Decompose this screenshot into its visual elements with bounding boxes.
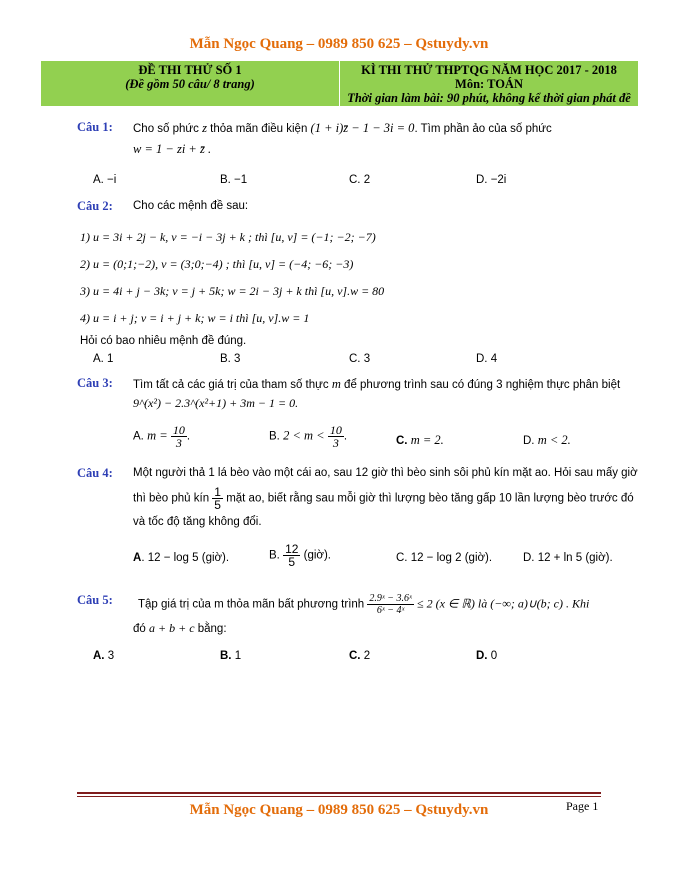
q5-text-b: ≤ 2 (x ∈ ℝ) là (−∞; a)∪(b; c) . Khi (417, 596, 590, 611)
q3-option-a-num: 10 (172, 423, 185, 437)
q1-condition: (1 + i)z̄ − 1 − 3i = 0 (310, 121, 415, 135)
q3-option-b-m: 2 < m < (283, 428, 325, 443)
q3-option-b-fraction (328, 424, 344, 449)
q5-fraction (367, 593, 413, 616)
header-brand: Mẫn Ngọc Quang – 0989 850 625 – Qstuydy.vn (189, 36, 489, 52)
exam-time: Thời gian làm bài: 90 phút, không kể thời gian phát đề (347, 91, 631, 105)
q4-line-2b: mặt ao, biết rằng sau mỗi giờ thì lượng bèo tăng gấp 10 lần lượng bèo trước đó (226, 492, 634, 505)
q5-option-a-letter: A. (93, 650, 105, 662)
q4-line-1: Một người thả 1 lá bèo vào một cái ao, sau 12 giờ thì bèo sinh sôi phủ kín mặt ao. Hỏi sau mấy giờ (133, 467, 638, 479)
q3-text (133, 377, 620, 392)
q4-fraction (212, 486, 223, 511)
q1-var-z: z (202, 121, 207, 135)
q2-option-c: C. 3 (349, 353, 371, 365)
q5-text-a: Tập giá trị của m thỏa mãn bất phương trình (138, 598, 365, 611)
q4-option-b-unit: (giờ). (303, 549, 331, 562)
exam-subject: Môn: TOÁN (455, 77, 523, 91)
q2-statement-4: 4) u = i + j; v = i + j + k; w = i thì [u, v].w = 1 (80, 311, 310, 325)
q2-statement-2: 2) u = (0;1;−2), v = (3;0;−4) ; thì [u, v] = (−4; −6; −3) (80, 257, 354, 271)
q3-option-a-letter: A. (133, 430, 144, 443)
q3-option-b-letter: B. (269, 430, 280, 443)
q2-option-d: D. 4 (476, 353, 498, 365)
q2-option-b: B. 3 (220, 353, 241, 365)
q4-option-b-fraction (283, 543, 300, 568)
q4-label: Câu 4: (77, 466, 113, 480)
q5-option-a (93, 650, 114, 662)
footer-rule-thin (77, 796, 601, 797)
q5-option-b-value: 1 (234, 650, 242, 662)
q3-label: Câu 3: (77, 376, 113, 390)
q4-option-a-value: 12 − log 5 (giờ). (147, 552, 230, 564)
q3-option-a-fraction (171, 424, 187, 449)
q1-w-expression: w = 1 − zi + z̄ . (133, 142, 212, 156)
q4-option-c: C. 12 − log 2 (giờ). (396, 552, 493, 564)
q5-option-c (349, 650, 370, 662)
q3-equation: 9^(x²) − 2.3^(x²+1) + 3m − 1 = 0. (133, 396, 299, 410)
q4-frac-num: 1 (214, 485, 221, 499)
q1-option-b: B. −1 (220, 174, 248, 186)
q3-option-c-letter: C. (396, 435, 408, 447)
q5-option-a-value: 3 (107, 650, 115, 662)
exam-page-count: (Đề gồm 50 câu/ 8 trang) (125, 77, 255, 91)
exam-number: ĐỀ THI THỬ SỐ 1 (138, 63, 242, 77)
exam-header-table (41, 61, 638, 106)
q4-option-b: B. $\frac{12}{5}$ (giờ). (269, 542, 331, 569)
q3-option-d-letter: D. (523, 435, 535, 447)
q1-text (133, 121, 552, 136)
q3-option-a-m: m = (147, 428, 168, 443)
q3-option-a-den: 3 (175, 436, 182, 450)
q3-option-d (523, 433, 571, 448)
footer-rule-thick (77, 792, 601, 794)
q4-frac-den: 5 (214, 498, 221, 512)
q4-option-b-den: 5 (288, 555, 296, 569)
q3-option-b-num: 10 (329, 423, 342, 437)
q5-option-c-value: 2 (363, 650, 371, 662)
q4-option-b-num: 12 (285, 542, 299, 556)
q5-option-d-value: 0 (490, 650, 498, 662)
q1-text-b: thỏa mãn điều kiện (210, 123, 308, 135)
q1-text-a: Cho số phức (133, 123, 199, 135)
q1-option-a: A. −i (93, 174, 117, 186)
exam-title: KÌ THI THỬ THPTQG NĂM HỌC 2017 - 2018 (361, 63, 617, 77)
q5-option-d (476, 650, 497, 662)
q5-label: Câu 5: (77, 593, 113, 607)
footer-brand: Mẫn Ngọc Quang – 0989 850 625 – Qstuydy.vn (189, 802, 489, 818)
q4-option-a: A. 12 − log 5 (giờ). (133, 552, 230, 564)
q3-text-a: Tìm tất cả các giá trị của tham số thực (133, 379, 329, 391)
q2-text: Cho các mệnh đề sau: (133, 200, 249, 212)
q1-option-d: D. −2i (476, 174, 507, 186)
q4-line-3: và tốc độ tăng không đổi. (133, 516, 262, 528)
q5-line-2 (133, 621, 227, 636)
q5-frac-den: 6ˣ − 4ˣ (376, 605, 405, 616)
q2-label: Câu 2: (77, 199, 113, 213)
q5-option-c-letter: C. (349, 650, 361, 662)
q4-line-2 (133, 486, 634, 511)
q3-option-b-den: 3 (332, 436, 339, 450)
q3-option-c (396, 433, 444, 448)
q2-option-a: A. 1 (93, 353, 114, 365)
q4-line-2a: thì bèo phủ kín (133, 492, 210, 505)
q3-option-c-value: m = 2. (410, 433, 444, 447)
q4-option-a-letter: A (133, 552, 142, 564)
q5-sum-expression: a + b + c (149, 621, 195, 635)
q3-text-b: để phương trình sau có đúng 3 nghiệm thực phân biệt (344, 379, 621, 391)
q1-text-c: . Tìm phần ảo của số phức (414, 123, 552, 135)
q5-line-2b: bằng: (197, 623, 227, 635)
q5-line-1 (138, 593, 589, 616)
q1-label: Câu 1: (77, 120, 113, 134)
exam-header-right (340, 61, 638, 106)
q2-ask: Hỏi có bao nhiêu mệnh đề đúng. (80, 335, 247, 347)
q3-option-b: B. 2 < m < $\frac{10}{3}$ . (269, 423, 348, 450)
q4-option-d: D. 12 + ln 5 (giờ). (523, 552, 613, 564)
q3-var-m: m (331, 377, 341, 391)
q3-option-a: A. m = $\frac{10}{3}$ . (133, 423, 191, 450)
q5-option-b (220, 650, 241, 662)
exam-header-left (41, 61, 340, 106)
q5-option-d-letter: D. (476, 650, 488, 662)
q1-option-c: C. 2 (349, 174, 371, 186)
q5-line-2a: đó (133, 623, 146, 635)
q2-statement-1: 1) u = 3i + 2j − k, v = −i − 3j + k ; thì [u, v] = (−1; −2; −7) (80, 230, 376, 244)
q3-option-d-value: m < 2. (537, 433, 571, 447)
q5-option-b-letter: B. (220, 650, 232, 662)
page-number: Page 1 (566, 799, 599, 813)
q2-statement-3: 3) u = 4i + j − 3k; v = j + 5k; w = 2i − 3j + k thì [u, v].w = 80 (80, 284, 385, 298)
q5-frac-num: 2.9ˣ − 3.6ˣ (369, 593, 412, 604)
